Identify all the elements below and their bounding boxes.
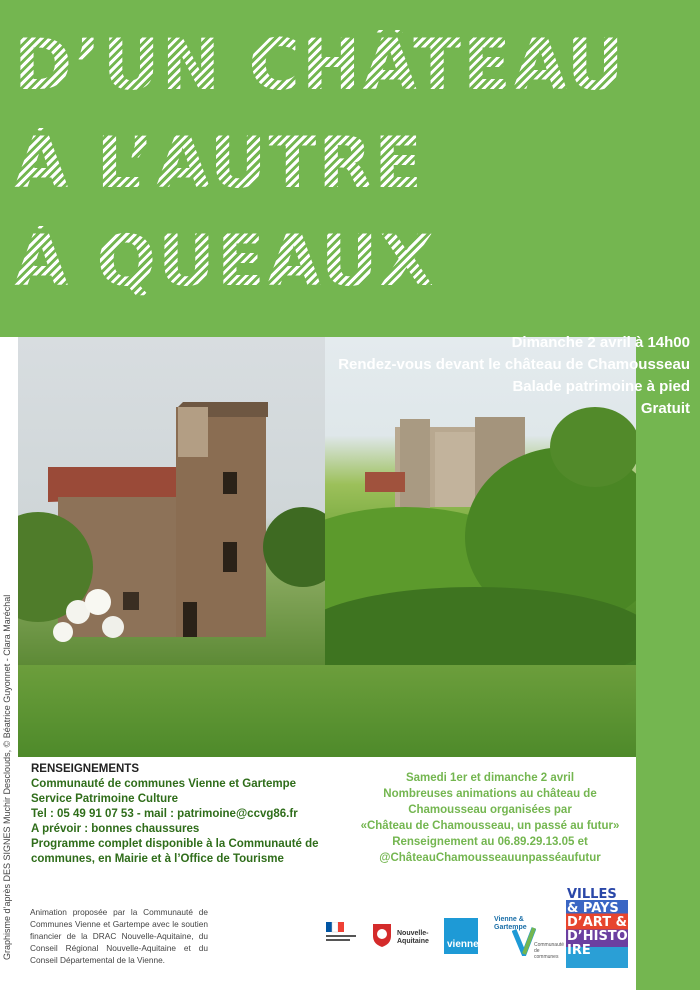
side-event-line1: Nombreuses animations au château de (383, 788, 597, 800)
info-contact: Tel : 05 49 91 07 53 - mail : patrimoine@ccvg86.fr (31, 808, 298, 820)
info-programme: Programme complet disponible à la Communauté de communes, en Mairie et à l’Office de Tourisme (31, 838, 319, 865)
side-green-band (636, 337, 700, 990)
villes-l2: & PAYS (567, 901, 619, 916)
side-event-line3: «Château de Chamousseau, un passé au futur» (360, 820, 620, 832)
info-prevoir: A prévoir : bonnes chaussures (31, 823, 200, 835)
vg-logo-name: Vienne & Gartempe (494, 916, 527, 931)
marianne-icon (326, 922, 364, 946)
tower-illustration (18, 337, 325, 665)
title-banner (0, 0, 700, 337)
info-org: Communauté de communes Vienne et Gartempe (31, 778, 296, 790)
nouvelle-aquitaine-logo (371, 920, 435, 950)
funding-footnote: Animation proposée par la Communauté de Communes Vienne et Gartempe avec le soutien financier de la DRAC Nouvelle-Aquitaine, du Conseil Régional Nouvelle-Aquitaine et du Conseil Départemental de la Vienne. (30, 907, 208, 965)
info-service: Service Patrimoine Culture (31, 793, 178, 805)
info-block (31, 762, 351, 867)
villes-l1: VILLES (567, 888, 617, 902)
prefecture-logo (326, 922, 364, 946)
side-event-line2: Chamousseau organisées par (408, 804, 572, 816)
event-activity: Balade patrimoine à pied (512, 378, 690, 395)
vienne-gartempe-logo (490, 916, 565, 960)
v-check-icon (512, 926, 536, 956)
photo-tower (18, 337, 325, 665)
event-price: Gratuit (640, 400, 690, 417)
event-date: Dimanche 2 avril à 14h00 (511, 334, 690, 351)
side-event-dates: Samedi 1er et dimanche 2 avril (405, 772, 575, 784)
side-event-line4: Renseignement au 06.89.29.13.05 et (392, 836, 588, 848)
villes-art-histoire-logo (566, 888, 628, 968)
vienne-logo (444, 918, 478, 954)
lion-shield-icon (371, 922, 393, 948)
event-meeting: Rendez-vous devant le château de Chamousseau (338, 356, 690, 373)
side-event-block (345, 770, 635, 866)
title-line-2: À L’AUTRE (14, 122, 424, 204)
bottom-green-band (636, 960, 700, 990)
side-event-line5: @ChâteauChamousseauunpasséaufutur (379, 852, 601, 864)
photo-bottom-foliage (18, 665, 636, 757)
vg-logo-sub: Communauté de communes (534, 942, 565, 960)
villes-l5: IRE (567, 943, 591, 958)
villes-l4: D’HISTO (567, 929, 628, 944)
event-details (338, 332, 690, 420)
title-line-3: À QUEAUX (14, 220, 436, 302)
photo-credits: Graphisme d’après DES SIGNES Muchir Desclouds, © Béatrice Guyonnet - Clara Maréchal (2, 594, 12, 960)
info-heading: RENSEIGNEMENTS (31, 763, 139, 775)
vienne-logo-text: vienne (447, 939, 479, 950)
na-logo-text: Nouvelle-Aquitaine (397, 930, 429, 945)
villes-l3: D’ART & (567, 915, 627, 930)
title-line-1: D’UN CHÂTEAU (14, 24, 626, 106)
